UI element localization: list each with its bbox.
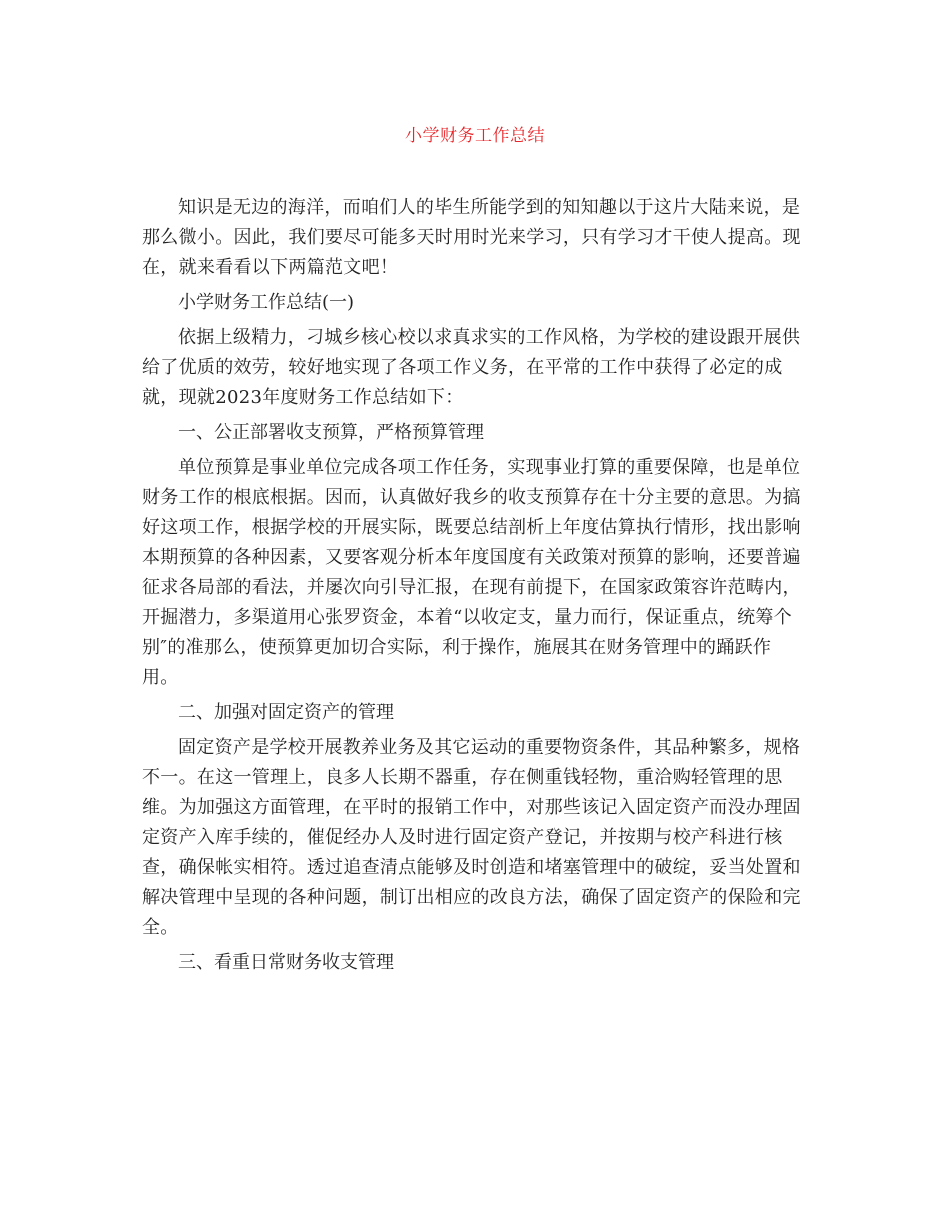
section-heading-fixed-assets: 二、加强对固定资产的管理 bbox=[178, 702, 394, 723]
section-heading-daily-finance: 三、看重日常财务收支管理 bbox=[178, 952, 394, 973]
paragraph-fixed-assets: 固定资产是学校开展教养业务及其它运动的重要物资条件，其品种繁多，规格不一。在这一管理上，良多人长期不器重，存在侧重钱轻物，重洽购轻管理的思维。为加强这方面管理，在平时的报销工作中，对那些该记入固定资产而没办理固定资产入库手续的，催促经办人及时进行固定资产登记，并按期与校产科进行核查，确保帐实相符。透过追查清点能够及时创造和堵塞管理中的破绽，妥当处置和解决管理中呈现的各种问题，制订出相应的改良方法，确保了固定资产的保险和完全。 bbox=[142, 737, 801, 938]
document-title: 小学财务工作总结 bbox=[405, 126, 545, 146]
paragraph-budget: 单位预算是事业单位完成各项工作任务，实现事业打算的重要保障，也是单位财务工作的根底根据。因而，认真做好我乡的收支预算存在十分主要的意思。为搞好这项工作，根据学校的开展实际，既要总结剖析上年度估算执行情形，找出影响本期预算的各种因素，又要客观分析本年度国度有关政策对预算的影响，还要普遍征求各局部的看法，并屡次向引导汇报，在现有前提下，在国家政策容许范畴内，开掘潜力，多渠道用心张罗资金，本着“以收定支，量力而行，保证重点，统筹个别″的准那么，使预算更加切合实际，利于操作，施展其在财务管理中的踊跃作用。 bbox=[142, 457, 801, 688]
section-heading-part-one: 小学财务工作总结(一) bbox=[178, 292, 355, 313]
paragraph-overview: 依据上级精力，刁城乡核心校以求真求实的工作风格，为学校的建设跟开展供给了优质的效劳，较好地实现了各项工作义务，在平常的工作中获得了必定的成就，现就2023年度财务工作总结如下： bbox=[142, 327, 801, 408]
section-heading-budget: 一、公正部署收支预算，严格预算管理 bbox=[178, 422, 484, 443]
document-body bbox=[142, 193, 804, 983]
intro-paragraph: 知识是无边的海洋，而咱们人的毕生所能学到的知知趣以于这片大陆来说，是那么微小。因此，我们要尽可能多天时用时光来学习，只有学习才干使人提高。现在，就来看看以下两篇范文吧！ bbox=[142, 197, 801, 278]
